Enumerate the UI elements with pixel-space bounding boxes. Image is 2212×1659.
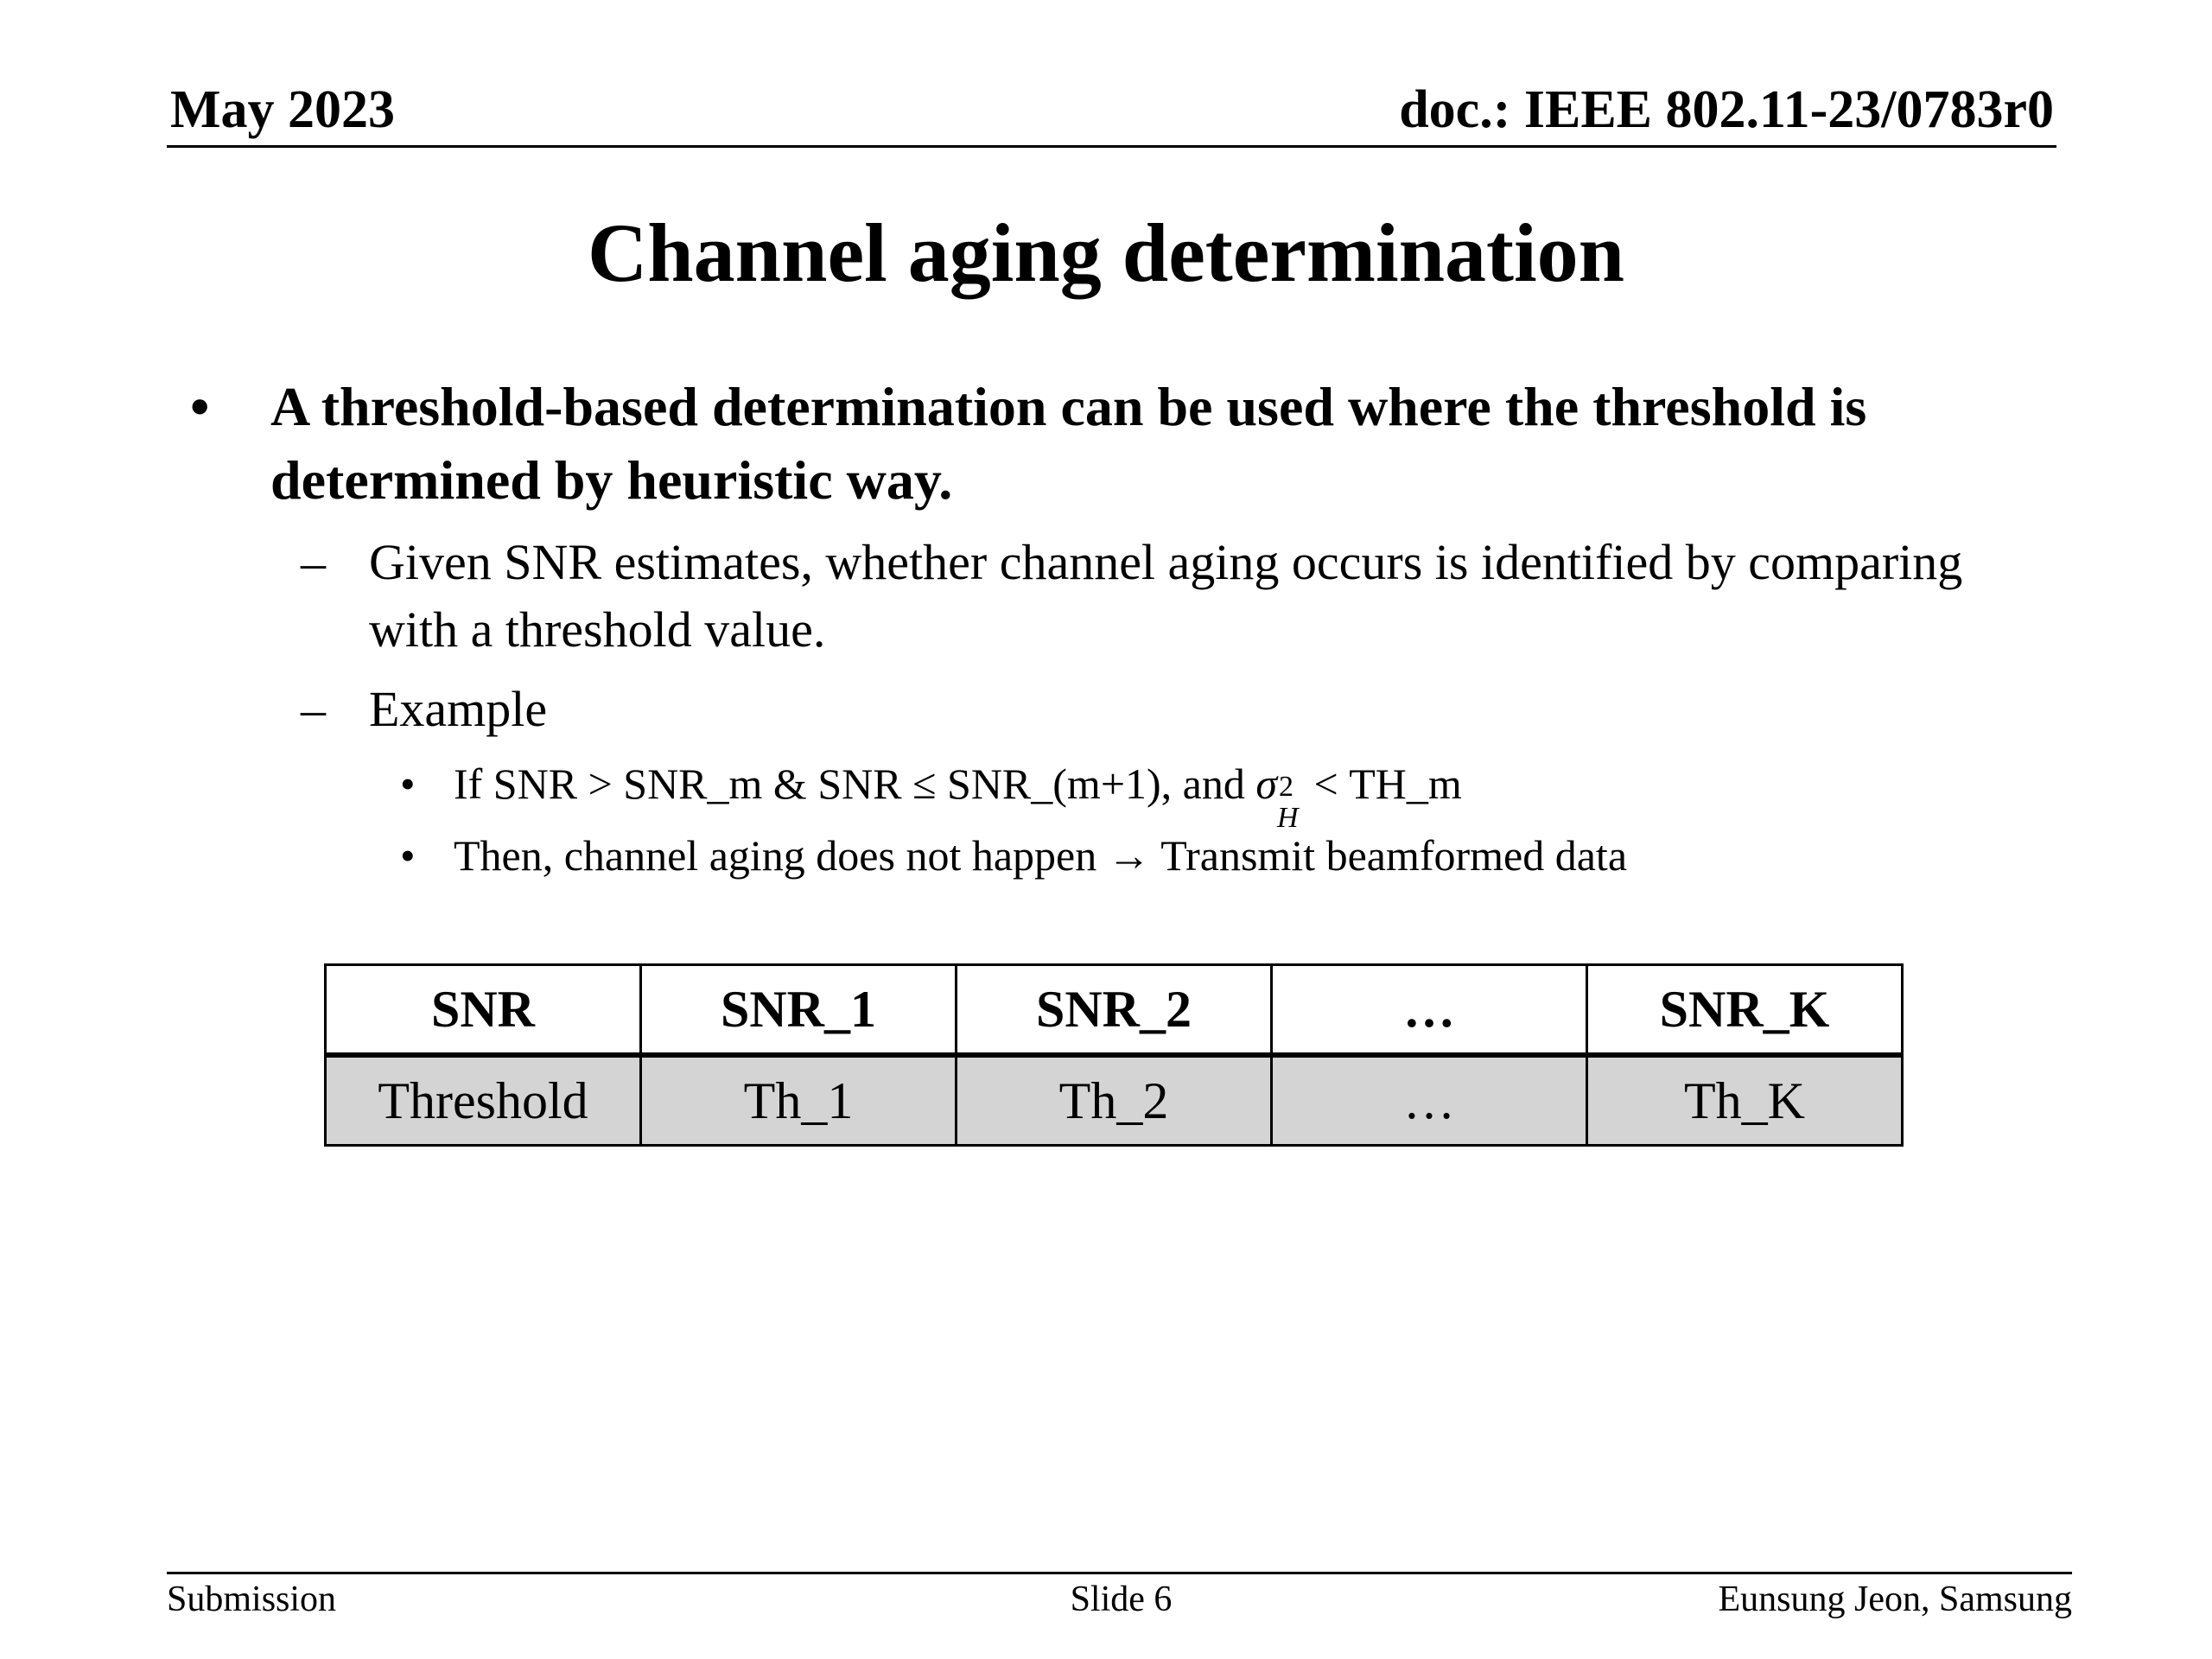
footer-divider (167, 1572, 2072, 1574)
example-condition-suffix: < TH_m (1303, 760, 1462, 808)
sub-bullet-marker: – (301, 681, 326, 737)
example-condition (454, 753, 2009, 834)
footer-slide-number: Slide 6 (1070, 1580, 1173, 1619)
table-cell: … (1272, 1055, 1587, 1146)
sigma-superscript: 2 (1279, 770, 1294, 803)
slide-title: Channel aging determination (587, 207, 1625, 299)
main-bullet-text: A threshold-based determination can be used where the threshold is determined by heuristic way. (270, 376, 1867, 511)
sub-bullet-marker: – (301, 534, 326, 590)
table-header-row (326, 965, 1903, 1056)
table-cell: Th_2 (957, 1055, 1272, 1146)
table-header-cell: SNR_2 (957, 965, 1272, 1056)
bullet-marker: • (190, 376, 210, 437)
header-date: May 2023 (170, 80, 396, 139)
example-condition-prefix: If SNR > SNR_m & SNR ≤ SNR_(m+1), and (454, 760, 1256, 808)
sigma-symbol: σ (1255, 760, 1278, 808)
snr-threshold-table (324, 963, 1904, 1147)
sub-bullet-snr-estimates: Given SNR estimates, whether channel aging occurs is identified by comparing with a threshold value. (369, 534, 1963, 658)
table-cell: Th_1 (641, 1055, 957, 1146)
table-row (326, 1055, 1903, 1146)
header-doc-id: doc.: IEEE 802.11-23/0783r0 (1399, 80, 2054, 139)
sigma-scripts (1277, 759, 1303, 834)
footer-submission: Submission (167, 1580, 337, 1619)
table-header-cell: SNR_K (1587, 965, 1903, 1056)
header-divider (167, 145, 2056, 148)
footer-author: Eunsung Jeon, Samsung (1718, 1580, 2072, 1619)
table-cell: Th_K (1587, 1055, 1903, 1146)
table-header-cell: SNR (326, 965, 641, 1056)
example-bullet-marker: • (400, 831, 416, 880)
table-header-cell: SNR_1 (641, 965, 957, 1056)
example-bullet-marker: • (400, 760, 416, 808)
table-cell: Threshold (326, 1055, 641, 1146)
table-header-cell: … (1272, 965, 1587, 1056)
sigma-subscript: H (1277, 801, 1299, 834)
sub-bullet-example: Example (369, 681, 548, 737)
example-result: Then, channel aging does not happen → Transmit beamformed data (454, 831, 1628, 880)
